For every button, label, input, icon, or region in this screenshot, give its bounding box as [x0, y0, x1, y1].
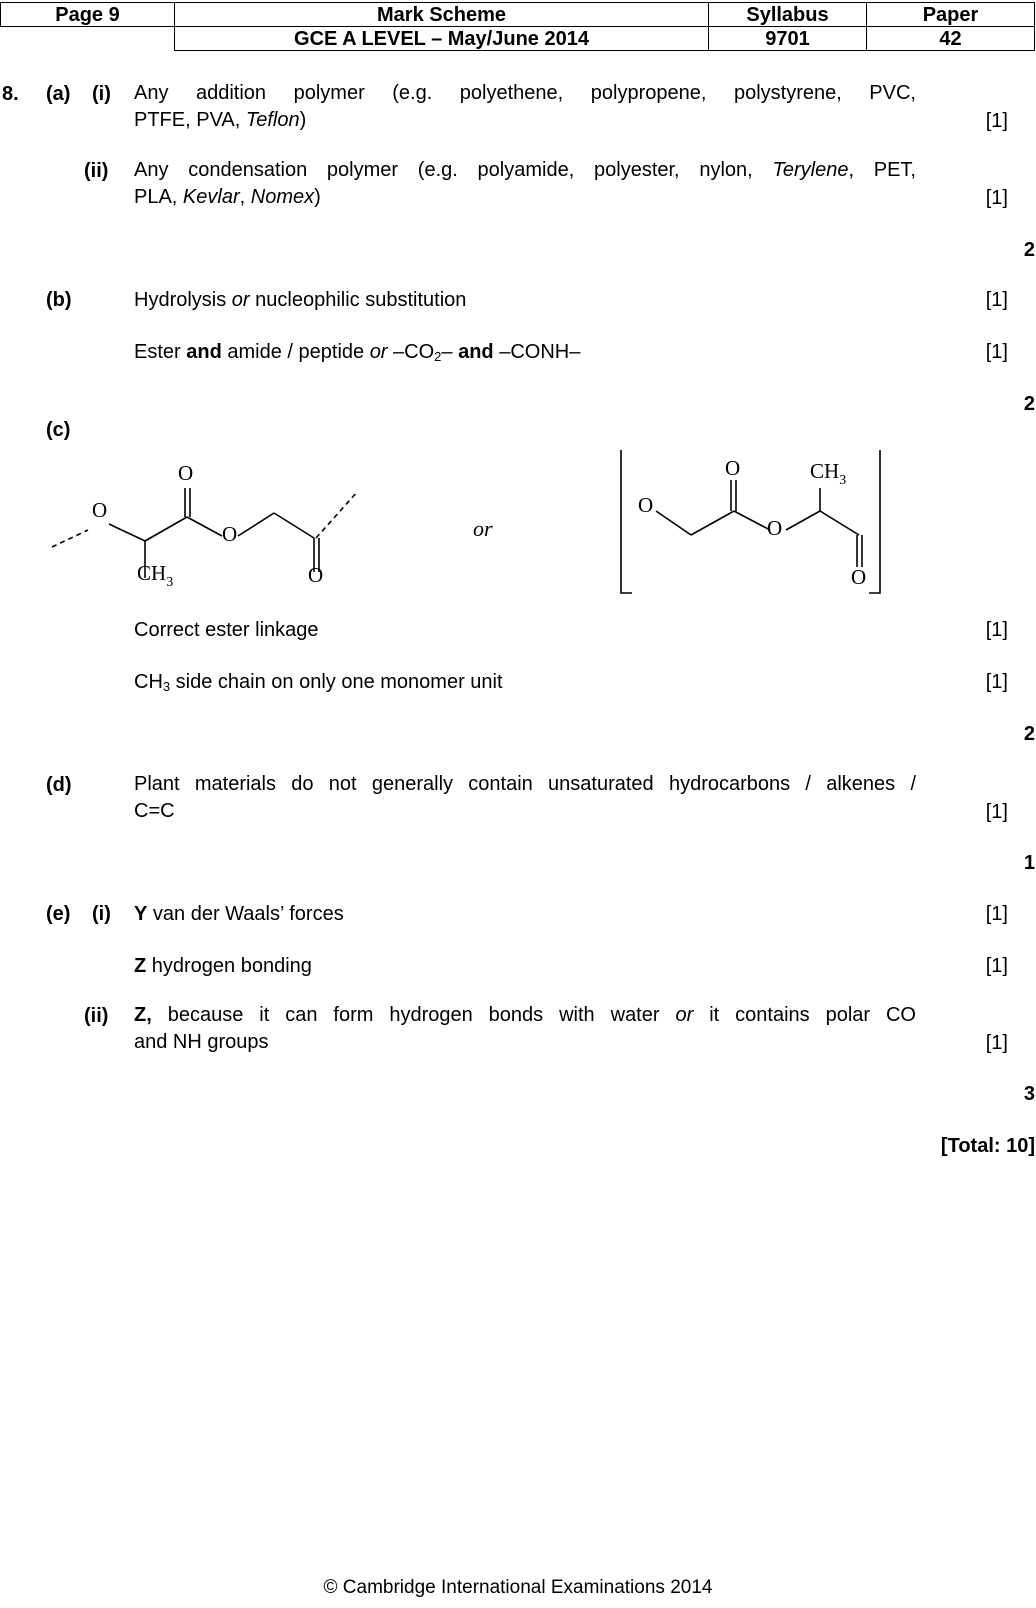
- part-a-ii-answer: [134, 157, 916, 211]
- part-e-i-label: (i): [92, 903, 111, 925]
- part-a-ii-mark: [1]: [985, 187, 1008, 209]
- bond-o2-c3: [238, 513, 274, 536]
- part-e-i-y-mark: [1]: [985, 903, 1008, 925]
- part-a-ii-line2: PLA, Kevlar, Nomex): [134, 186, 321, 208]
- part-d-mark: [1]: [985, 801, 1008, 823]
- part-c-line1-mark: [1]: [985, 619, 1008, 641]
- bond-ch-c: [820, 511, 859, 535]
- part-c-line2-mark: [1]: [985, 671, 1008, 693]
- doc-title: Mark Scheme: [175, 3, 709, 27]
- part-e-ii-line2: and NH groups: [134, 1031, 269, 1053]
- part-e-total: 3: [1023, 1083, 1035, 1105]
- syllabus-code: 9701: [709, 27, 867, 51]
- right-bracket: [869, 450, 880, 593]
- bond-o1-c1: [109, 524, 145, 541]
- dashed-bond-right: [316, 491, 358, 538]
- part-b-total: 2: [1023, 393, 1035, 415]
- part-a-i-mark: [1]: [985, 110, 1008, 132]
- part-a-i-label: (i): [92, 83, 111, 105]
- atom-o: O: [851, 565, 867, 589]
- bond-c-o: [734, 511, 770, 530]
- part-e-ii-label: (ii): [84, 1005, 109, 1027]
- part-b-line2-mark: [1]: [985, 341, 1008, 363]
- paper-label: Paper: [867, 3, 1035, 27]
- bond-c2-o2: [187, 517, 222, 536]
- exam-subtitle: GCE A LEVEL – May/June 2014: [175, 27, 709, 51]
- atom-o: O: [92, 498, 108, 522]
- part-a-i-line2: PTFE, PVA, Teflon): [134, 109, 307, 131]
- part-a-total: 2: [1023, 239, 1035, 261]
- part-e-ii-line1: Z, because it can form hydrogen bonds with water or it contains polar CO: [134, 1004, 916, 1026]
- part-a-label: (a): [46, 83, 71, 105]
- part-d-line1: Plant materials do not generally contain unsaturated hydrocarbons / alkenes /: [134, 773, 916, 795]
- part-e-ii-mark: [1]: [985, 1032, 1008, 1054]
- or-separator: or: [473, 516, 493, 541]
- methyl-group: $CH_3$: [810, 459, 847, 488]
- header-blank-cell: [1, 27, 175, 51]
- bond-c1-c2: [145, 517, 187, 541]
- part-e-i-z-mark: [1]: [985, 955, 1008, 977]
- syllabus-label: Syllabus: [709, 3, 867, 27]
- dashed-bond-left: [52, 530, 88, 547]
- grand-total: [Total: 10]: [940, 1135, 1035, 1157]
- bond-o-ch: [786, 511, 820, 530]
- part-b-line1: Hydrolysis or nucleophilic substitution: [134, 289, 467, 311]
- part-a-ii-label: (ii): [84, 160, 109, 182]
- bond-ch2-c: [691, 511, 734, 535]
- part-a-ii-line1: Any condensation polymer (e.g. polyamide, polyester, nylon, Terylene, PET,: [134, 159, 916, 181]
- methyl-group: $CH_3$: [137, 561, 174, 590]
- left-bracket: [621, 450, 632, 593]
- bond-o-ch2: [656, 511, 691, 535]
- part-a-i-answer: [134, 80, 916, 134]
- part-d-total: 1: [1023, 852, 1035, 874]
- footer-copyright: © Cambridge International Examinations 2014: [323, 1577, 713, 1598]
- part-d-label: (d): [46, 774, 72, 796]
- atom-o: O: [222, 522, 238, 546]
- atom-o: O: [638, 493, 654, 517]
- part-b-label: (b): [46, 289, 72, 311]
- structure-1-labels: [92, 461, 323, 590]
- part-c-label: (c): [46, 419, 71, 441]
- bond-c3-c4: [274, 513, 314, 538]
- question-number: 8.: [2, 83, 19, 105]
- part-e-label: (e): [46, 903, 71, 925]
- part-b-line2: Ester and amide / peptide or $-CO_2-$ and –CONH–: [134, 341, 581, 364]
- part-e-i-z: Z hydrogen bonding: [134, 955, 312, 977]
- atom-o: O: [178, 461, 194, 485]
- part-e-ii-answer: [134, 1002, 916, 1056]
- header-table: [0, 2, 1035, 51]
- part-c-line2: $CH_3$ side chain on only one monomer unit: [134, 671, 503, 694]
- part-e-i-y: Y van der Waals’ forces: [134, 903, 344, 925]
- part-d-line2: C=C: [134, 800, 175, 822]
- paper-code: 42: [867, 27, 1035, 51]
- atom-o: O: [767, 516, 783, 540]
- page-label: Page 9: [1, 3, 175, 27]
- part-c-line1: Correct ester linkage: [134, 619, 319, 641]
- part-c-total: 2: [1023, 723, 1035, 745]
- atom-o: O: [308, 563, 324, 587]
- structure-2: [621, 450, 880, 593]
- part-b-line1-mark: [1]: [985, 289, 1008, 311]
- part-d-answer: [134, 771, 916, 825]
- part-a-i-line1: Any addition polymer (e.g. polyethene, polypropene, polystyrene, PVC,: [134, 82, 916, 104]
- atom-o: O: [725, 456, 741, 480]
- polymer-structures: [0, 450, 1036, 610]
